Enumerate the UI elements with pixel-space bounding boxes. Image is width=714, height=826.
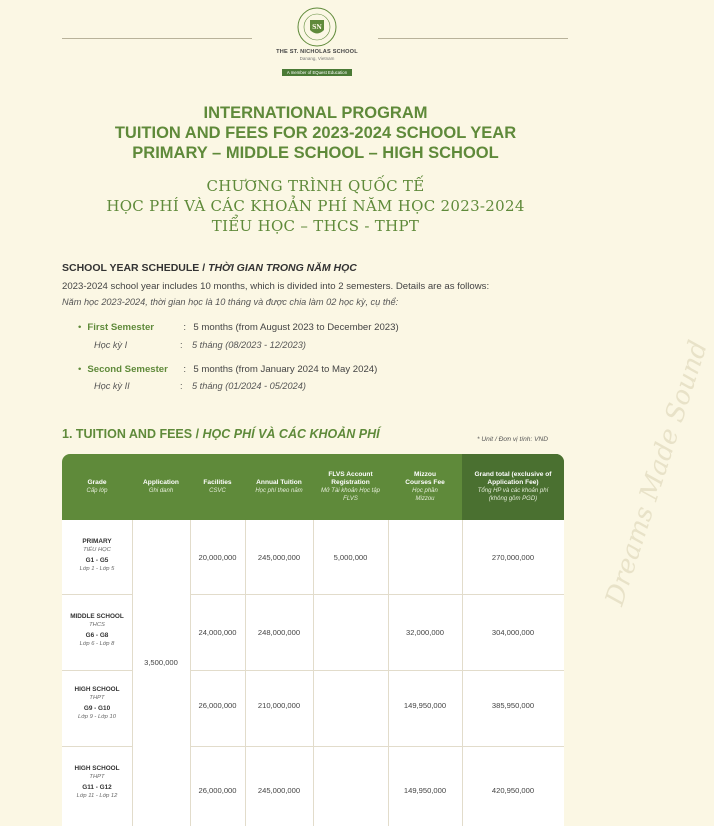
cell-flvs: 5,000,000 <box>333 553 368 562</box>
title-vi-line2: HỌC PHÍ VÀ CÁC KHOẢN PHÍ NĂM HỌC 2023-2024 <box>106 197 525 215</box>
title-vi-line1: CHƯƠNG TRÌNH QUỐC TẾ <box>206 177 425 195</box>
cell-mizzou: 149,950,000 <box>403 701 447 710</box>
col-mizzou-sub: Học phần Mizzou <box>412 488 438 502</box>
header-divider-right <box>378 38 568 39</box>
table-row-primary-grade <box>62 538 132 573</box>
col-application <box>132 454 190 520</box>
col-flvs-label: FLVS Account Registration <box>328 471 373 486</box>
school-crest-icon <box>296 6 338 48</box>
cell-tuition: 210,000,000 <box>257 701 301 710</box>
schedule-heading-en: SCHOOL YEAR SCHEDULE / <box>62 262 209 274</box>
schedule-heading <box>62 262 357 274</box>
grade-range: G9 - G10 <box>83 705 111 712</box>
table-row-high-g11-grade <box>62 765 132 800</box>
col-tuition-sub: Học phí theo năm <box>255 488 303 494</box>
col-application-sub: Ghi danh <box>148 488 174 494</box>
grade-range: G1 - G5 <box>85 557 109 564</box>
grade-level-vi: THCS <box>89 622 105 628</box>
col-flvs <box>313 454 388 520</box>
grade-level: PRIMARY <box>82 538 112 545</box>
col-facilities-label: Facilities <box>203 479 232 486</box>
grade-range: G6 - G8 <box>85 632 109 639</box>
grade-range-vi: Lớp 6 - Lớp 8 <box>79 641 115 647</box>
section-heading-en: 1. TUITION AND FEES / <box>62 427 203 441</box>
semester-1: • First Semester : 5 months (from August 2023 to December 2023) <box>78 322 399 333</box>
schedule-paragraph-en: 2023-2024 school year includes 10 months, which is divided into 2 semesters. Details are as follows: <box>62 281 490 292</box>
col-divider <box>388 520 389 826</box>
cell-tuition: 248,000,000 <box>257 628 301 637</box>
semester-2-name-vi: Học kỳ II <box>94 381 130 391</box>
cell-facilities: 20,000,000 <box>198 553 237 562</box>
member-badge: A member of EQuest Education <box>282 69 352 76</box>
col-divider <box>190 520 191 826</box>
col-facilities <box>190 454 245 520</box>
cell-tuition: 245,000,000 <box>257 786 301 795</box>
semester-2-vi: Học kỳ II : 5 tháng (01/2024 - 05/2024) <box>94 381 306 391</box>
grade-level-vi: THPT <box>89 774 105 780</box>
title-en-line1: INTERNATIONAL PROGRAM <box>203 104 428 122</box>
bullet-icon: • <box>78 322 82 333</box>
semester-1-name-vi: Học kỳ I <box>94 340 128 350</box>
cell-facilities: 24,000,000 <box>198 628 237 637</box>
table-header <box>62 454 564 520</box>
semester-2: • Second Semester : 5 months (from January 2024 to May 2024) <box>78 364 378 375</box>
col-grand-total <box>462 454 564 520</box>
col-tuition-label: Annual Tuition <box>256 479 302 486</box>
grade-level: HIGH SCHOOL <box>74 686 120 693</box>
row-divider <box>190 594 564 595</box>
row-divider <box>62 594 132 595</box>
col-grand-total-sub: Tổng HP và các khoản phí (không gồm PGD) <box>477 488 549 502</box>
header-divider-left <box>62 38 252 39</box>
grade-range: G11 - G12 <box>82 784 112 791</box>
bullet-icon: • <box>78 364 82 375</box>
row-divider <box>190 746 564 747</box>
col-grade-label: Grade <box>87 479 107 486</box>
col-application-label: Application <box>143 479 179 486</box>
title-en-line3: PRIMARY – MIDDLE SCHOOL – HIGH SCHOOL <box>132 144 499 162</box>
schedule-paragraph-vi: Năm học 2023-2024, thời gian học là 10 tháng và được chia làm 02 học kỳ, cụ thể: <box>62 297 399 307</box>
col-divider <box>462 520 463 826</box>
title-english <box>0 103 631 163</box>
grade-level-vi: THPT <box>89 695 105 701</box>
watermark-text: Dreams Made Sound <box>600 337 714 610</box>
grade-level: MIDDLE SCHOOL <box>70 613 124 620</box>
grade-level-vi: TIỂU HỌC <box>83 547 111 553</box>
school-location: Danang, Vietnam <box>299 56 335 61</box>
cell-total: 304,000,000 <box>491 628 535 637</box>
col-tuition <box>245 454 313 520</box>
col-mizzou <box>388 454 462 520</box>
grade-range-vi: Lớp 1 - Lớp 5 <box>79 566 115 572</box>
col-grand-total-label: Grand total (exclusive of Application Fee) <box>474 471 552 486</box>
grade-range-vi: Lớp 11 - Lớp 12 <box>76 793 118 799</box>
table-row-high-g9-grade <box>62 686 132 721</box>
tuition-table <box>62 454 564 826</box>
school-logo-block <box>262 6 372 79</box>
grade-range-vi: Lớp 9 - Lớp 10 <box>78 714 116 720</box>
cell-facilities: 26,000,000 <box>198 701 237 710</box>
col-facilities-sub: CSVC <box>209 488 226 494</box>
cell-mizzou: 32,000,000 <box>405 628 444 637</box>
svg-text:SN: SN <box>312 24 322 31</box>
table-row-middle-grade <box>62 613 132 648</box>
section-heading-tuition <box>62 427 380 441</box>
table-body <box>62 520 564 826</box>
col-divider <box>132 520 133 826</box>
semester-1-detail-vi: 5 tháng (08/2023 - 12/2023) <box>192 340 306 350</box>
cell-facilities: 26,000,000 <box>198 786 237 795</box>
cell-tuition: 245,000,000 <box>257 553 301 562</box>
col-divider <box>313 520 314 826</box>
cell-total: 420,950,000 <box>491 786 535 795</box>
application-fee-cell: 3,500,000 <box>144 658 178 667</box>
col-mizzou-label: Mizzou Courses Fee <box>405 471 445 486</box>
section-heading-vi: HỌC PHÍ VÀ CÁC KHOẢN PHÍ <box>202 427 380 441</box>
title-vietnamese <box>0 176 631 236</box>
schedule-heading-vi: THỜI GIAN TRONG NĂM HỌC <box>208 262 357 274</box>
semester-2-name: Second Semester <box>87 364 168 375</box>
semester-1-detail: 5 months (from August 2023 to December 2023) <box>193 322 399 333</box>
row-divider <box>190 670 564 671</box>
semester-1-name: First Semester <box>87 322 155 333</box>
cell-mizzou: 149,950,000 <box>403 786 447 795</box>
school-name: THE ST. NICHOLAS SCHOOL <box>276 49 358 55</box>
col-grade <box>62 454 132 520</box>
cell-total: 270,000,000 <box>491 553 535 562</box>
title-vi-line3: TIỂU HỌC – THCS - THPT <box>211 217 420 235</box>
semester-1-vi: Học kỳ I : 5 tháng (08/2023 - 12/2023) <box>94 340 306 350</box>
grade-level: HIGH SCHOOL <box>74 765 120 772</box>
row-divider <box>62 746 132 747</box>
row-divider <box>62 670 132 671</box>
cell-total: 385,950,000 <box>491 701 535 710</box>
col-divider <box>245 520 246 826</box>
unit-note: * Unit / Đơn vị tính: VND <box>477 436 549 443</box>
col-flvs-sub: Mở Tài khoản Học tập FLVS <box>321 488 380 502</box>
semester-2-detail: 5 months (from January 2024 to May 2024) <box>193 364 378 375</box>
title-en-line2: TUITION AND FEES FOR 2023-2024 SCHOOL YEAR <box>114 124 517 142</box>
semester-2-detail-vi: 5 tháng (01/2024 - 05/2024) <box>192 381 306 391</box>
col-grade-sub: Cấp lớp <box>86 488 108 494</box>
